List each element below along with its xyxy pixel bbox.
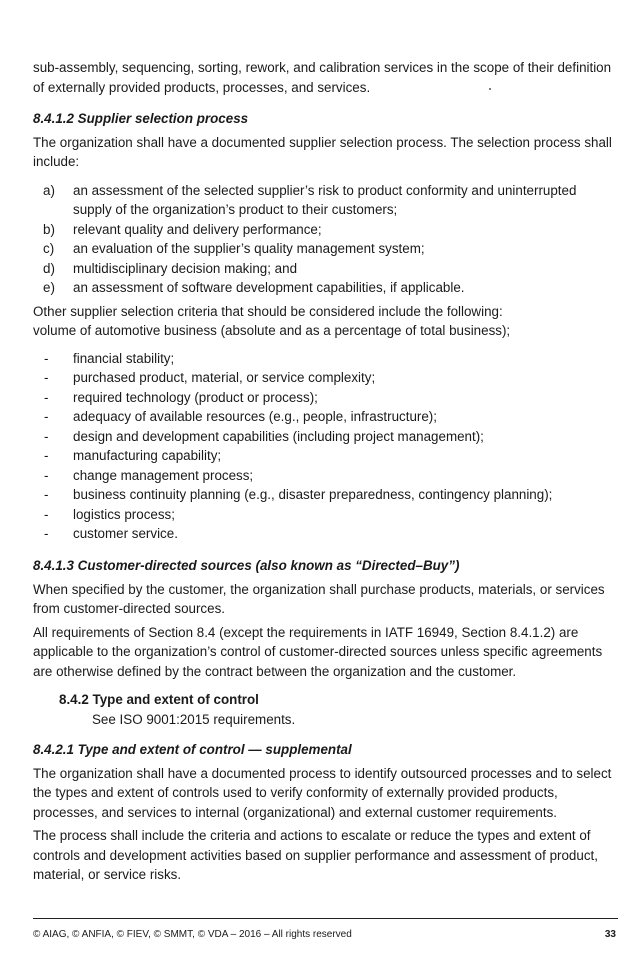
list-marker: a) [43, 182, 55, 198]
list-item-text: adequacy of available resources (e.g., people, infrastructure); [73, 409, 437, 424]
list-item [33, 407, 618, 427]
section-8-4-2-1 [33, 740, 618, 885]
list-marker: - [44, 389, 49, 405]
list-item-text: multidisciplinary decision making; and [73, 260, 298, 276]
list-item-text: financial stability; [73, 350, 175, 366]
list-item-text: purchased product, material, or service complexity; [73, 370, 376, 385]
section-8-4-1-3 [33, 556, 618, 681]
list-item-text: customer service. [73, 526, 178, 541]
list-marker: - [44, 350, 49, 366]
list-item [33, 388, 618, 408]
list-item [33, 446, 618, 466]
footer-rule [33, 918, 618, 919]
list-item-text: change management process; [73, 467, 254, 483]
scan-speck [489, 88, 491, 90]
section-heading: 8.4.2.1 Type and extent of control — supplemental [33, 742, 352, 757]
paragraph: All requirements of Section 8.4 (except the requirements in IATF 16949, Section 8.4.1.2) are applicable to the organization’s control of customer-directed sources unless specific agreements are otherwise defined by the contract between the organization and the customer. [33, 624, 603, 679]
list-item [33, 485, 618, 505]
paragraph: Other supplier selection criteria that should be considered include the following: [33, 303, 503, 319]
list-item-text: an assessment of the selected supplier’s risk to product conformity and uninterrupted supply of the organization’s product to their customers; [73, 182, 577, 217]
list-marker: - [44, 370, 49, 385]
list-marker: c) [43, 241, 55, 256]
list-marker: d) [43, 260, 55, 276]
section-heading: 8.4.2 Type and extent of control [59, 692, 259, 707]
list-item [33, 278, 618, 298]
list-item-text: required technology (product or process); [73, 389, 318, 405]
list-item [33, 505, 618, 525]
list-marker: - [44, 487, 49, 502]
list-marker: b) [43, 221, 55, 237]
list-item-text: business continuity planning (e.g., disaster preparedness, contingency planning); [73, 487, 553, 502]
list-marker: - [44, 467, 49, 483]
list-item-text: an evaluation of the supplier’s quality management system; [73, 241, 425, 256]
dash-list [33, 349, 618, 544]
list-item [33, 427, 618, 447]
paragraph: volume of automotive business (absolute and as a percentage of total business); [33, 323, 511, 338]
list-item [33, 181, 618, 220]
section-8-4-2 [33, 690, 618, 729]
list-item-text: design and development capabilities (including project management); [73, 428, 484, 444]
list-item [33, 220, 618, 240]
list-item [33, 349, 618, 369]
list-marker: - [44, 506, 49, 522]
section-heading: 8.4.1.2 Supplier selection process [33, 111, 249, 126]
list-item-text: an assessment of software development capabilities, if applicable. [73, 280, 465, 295]
list-marker: e) [43, 280, 55, 295]
list-item [33, 259, 618, 279]
list-marker: - [44, 428, 49, 444]
alpha-list [33, 181, 618, 298]
paragraph: The organization shall have a documented supplier selection process. The selection process shall include: [33, 134, 612, 169]
list-item [33, 466, 618, 486]
section-heading: 8.4.1.3 Customer-directed sources (also known as “Directed–Buy”) [33, 558, 460, 573]
paragraph: When specified by the customer, the organization shall purchase products, materials, or services from customer-directed sources. [33, 581, 605, 616]
footer-copyright: © AIAG, © ANFIA, © FIEV, © SMMT, © VDA – 2016 – All rights reserved [33, 929, 352, 940]
paragraph: The organization shall have a documented process to identify outsourced processes and to select the types and extent of controls used to verify conformity of externally provided products, processes, and services to internal (organizational) and external customer requirements. [33, 765, 612, 820]
list-item-text: logistics process; [73, 506, 175, 522]
page-number: 33 [604, 929, 616, 940]
list-marker: - [44, 448, 49, 463]
list-marker: - [44, 526, 49, 541]
intro-paragraph: sub-assembly, sequencing, sorting, rework, and calibration services in the scope of their definition of externally provided products, processes, and services. [33, 60, 612, 95]
list-item [33, 524, 618, 544]
list-marker: - [44, 409, 49, 424]
list-item-text: relevant quality and delivery performance; [73, 221, 322, 237]
paragraph: The process shall include the criteria and actions to escalate or reduce the types and extent of controls and development activities based on supplier performance and assessment of product, material, or service risks. [33, 828, 598, 882]
section-8-4-1-2 [33, 109, 618, 544]
list-item [33, 239, 618, 259]
list-item-text: manufacturing capability; [73, 448, 222, 463]
paragraph: See ISO 9001:2015 requirements. [92, 711, 296, 727]
list-item [33, 368, 618, 388]
